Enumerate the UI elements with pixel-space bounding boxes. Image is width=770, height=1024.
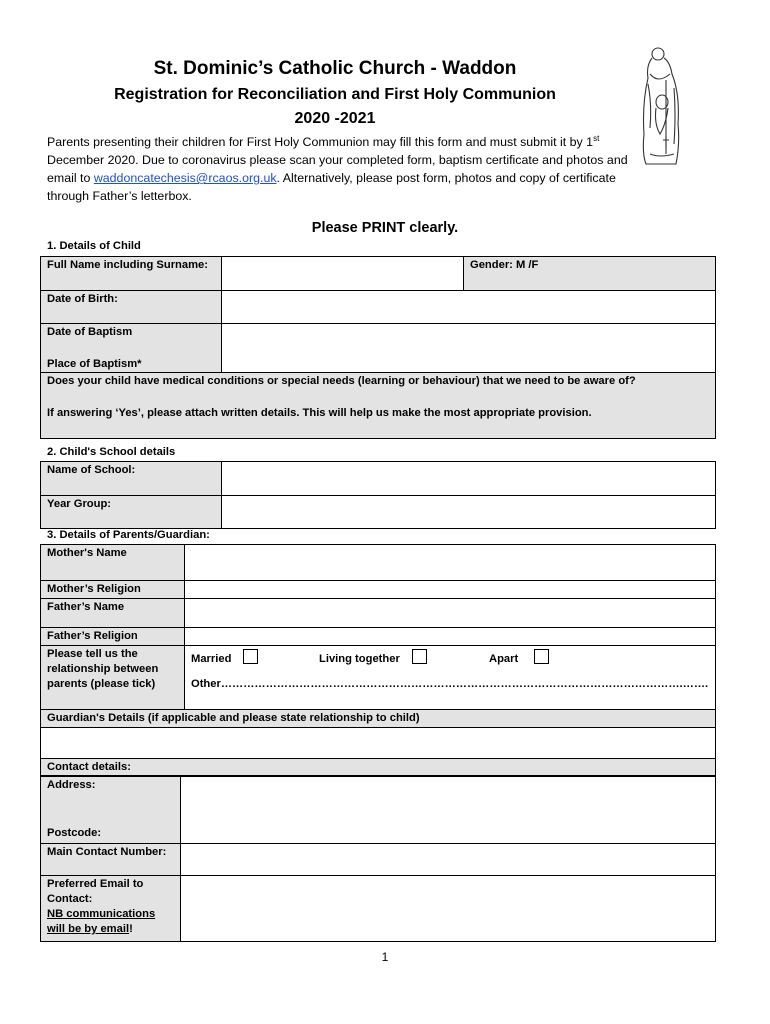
intro-text-1: Parents presenting their children for First Holy Communion may fill this form and must submit it by 1: [47, 135, 594, 150]
nb-end: !: [129, 923, 133, 935]
father-religion-field[interactable]: [185, 628, 716, 646]
married-option: [191, 649, 258, 667]
nb-text: NB communications will be by email: [47, 908, 156, 935]
mother-name-label: Mother's Name: [41, 545, 185, 581]
email-link[interactable]: waddoncatechesis@rcaos.org.uk: [93, 171, 277, 186]
year-group-field[interactable]: [222, 496, 716, 529]
main-contact-label: Main Contact Number:: [41, 844, 181, 876]
baptism-field[interactable]: [222, 324, 716, 373]
medical-note: If answering ‘Yes’, please attach written details. This will help us make the most appropriate provision.: [47, 407, 592, 419]
section1-heading: 1. Details of Child: [47, 240, 141, 252]
living-together-checkbox[interactable]: [412, 649, 427, 664]
main-contact-field[interactable]: [181, 844, 716, 876]
married-label: Married: [191, 653, 232, 665]
mother-religion-field[interactable]: [185, 581, 716, 599]
school-name-label: Name of School:: [41, 462, 222, 496]
relationship-options: [185, 646, 716, 710]
contact-details-heading: Contact details:: [41, 759, 716, 776]
email-label: Preferred Email to Contact:: [47, 878, 144, 905]
other-relationship-field[interactable]: Other…………………………………………………………………………………………………………….…….: [191, 678, 709, 690]
medical-question-cell[interactable]: [41, 373, 716, 439]
postcode-label: Postcode:: [47, 827, 102, 839]
form-subtitle: Registration for Reconciliation and First Holy Communion: [114, 86, 556, 103]
father-religion-label: Father’s Religion: [41, 628, 185, 646]
medical-question: Does your child have medical conditions or special needs (learning or behaviour) that we need to be aware of?: [47, 375, 636, 387]
apart-option: [489, 649, 549, 667]
contact-table: [40, 776, 716, 942]
baptism-place-label: Place of Baptism*: [47, 358, 142, 370]
intro-text-2: December 2020. Due to coronavirus please scan your completed form, baptism certificate and photos and email to: [47, 153, 628, 186]
church-title: St. Dominic’s Catholic Church - Waddon: [153, 58, 517, 79]
intro-text-3: . Alternatively, please post form, photos and copy of certificate through Father’s letterbox.: [47, 171, 616, 204]
guardian-field[interactable]: [41, 728, 716, 759]
full-name-field[interactable]: [222, 257, 464, 291]
school-name-field[interactable]: [222, 462, 716, 496]
dob-label: Date of Birth:: [41, 291, 222, 324]
father-name-label: Father’s Name: [41, 599, 185, 628]
intro-paragraph: [47, 130, 637, 205]
baptism-date-label: Date of Baptism: [47, 326, 133, 338]
living-together-option: [319, 649, 427, 667]
apart-label: Apart: [489, 653, 519, 665]
parents-table: [40, 544, 716, 776]
page-number: 1: [381, 950, 389, 964]
gender-field[interactable]: Gender: M /F: [464, 257, 716, 291]
section3-heading: 3. Details of Parents/Guardian:: [47, 529, 210, 541]
address-label: Address:: [47, 779, 96, 791]
married-checkbox[interactable]: [243, 649, 258, 664]
email-field[interactable]: [181, 876, 716, 942]
form-year: 2020 -2021: [294, 110, 376, 127]
guardian-label: Guardian's Details (if applicable and please state relationship to child): [41, 710, 716, 728]
baptism-label: [41, 324, 222, 373]
nb-note: [47, 907, 174, 937]
child-details-table: [40, 256, 716, 439]
father-name-field[interactable]: [185, 599, 716, 628]
relationship-label: Please tell us the relationship between parents (please tick): [41, 646, 185, 710]
section2-heading: 2. Child's School details: [47, 446, 176, 458]
apart-checkbox[interactable]: [534, 649, 549, 664]
mother-name-field[interactable]: [185, 545, 716, 581]
email-label-cell: [41, 876, 181, 942]
dob-field[interactable]: [222, 291, 716, 324]
intro-superscript: st: [593, 134, 600, 143]
full-name-label: Full Name including Surname:: [41, 257, 222, 291]
year-group-label: Year Group:: [41, 496, 222, 529]
school-details-table: [40, 461, 716, 529]
address-field[interactable]: [181, 777, 716, 844]
print-notice: Please PRINT clearly.: [311, 220, 459, 236]
address-label-cell: [41, 777, 181, 844]
mother-religion-label: Mother’s Religion: [41, 581, 185, 599]
saint-figure-illustration: [636, 44, 686, 168]
living-together-label: Living together: [319, 653, 400, 665]
